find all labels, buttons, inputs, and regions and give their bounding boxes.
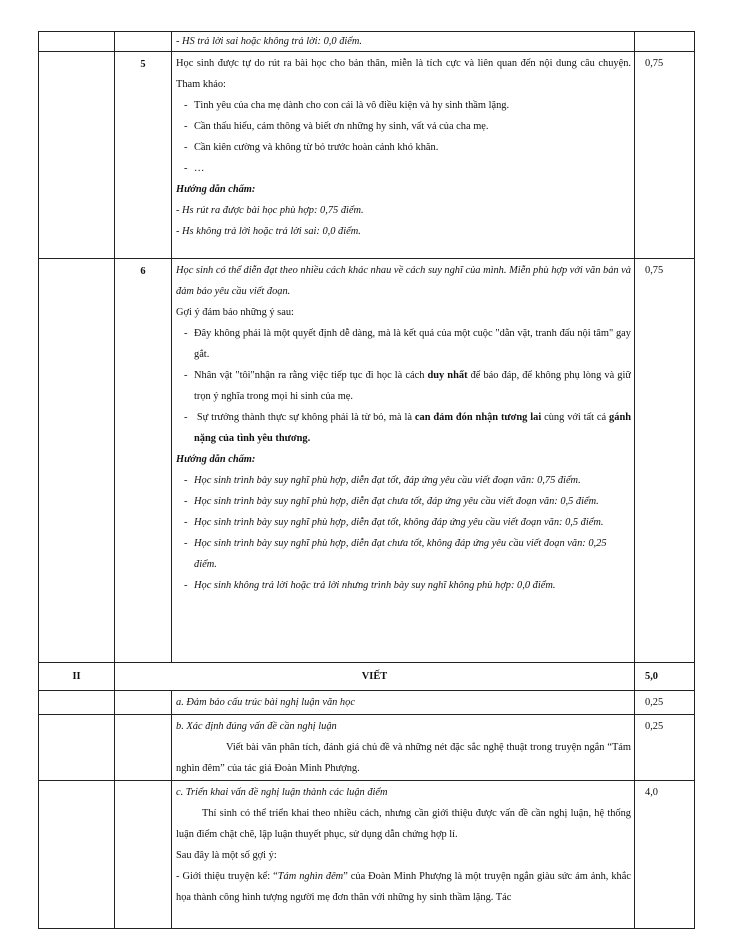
list-item: - Đây không phải là một quyết định dễ dàng, mà là kết quả của một cuộc "dằn vặt, tranh đấu nội tâm" gay gắt. (184, 328, 631, 360)
criterion-paragraph: Thí sinh có thể triển khai theo nhiều cách, nhưng cần giới thiệu được vấn đề cần nghị luận, hệ thống luận điểm chặt chẽ, lập luận thuyết phục, sử dụng dẫn chứng hợp lí. (176, 808, 631, 840)
list-item: - Học sinh trình bày suy nghĩ phù hợp, diễn đạt chưa tốt, đáp ứng yêu cầu viết đoạn văn: 0,5 điểm. (184, 496, 599, 507)
section-title: VIẾT (115, 663, 635, 691)
list-item: - Học sinh không trả lời hoặc trả lời nhưng trình bày suy nghĩ không phù hợp: 0,0 điểm. (184, 580, 556, 591)
section-cell (39, 715, 115, 781)
guide-title: Hướng dẫn chấm: (176, 184, 256, 195)
section-cell (39, 259, 115, 663)
question-score: 0,75 (635, 259, 695, 663)
question-number-cell (115, 715, 172, 781)
question-score: 0,75 (635, 52, 695, 259)
table-row-part-c (39, 781, 695, 929)
criterion-score: 0,25 (635, 715, 695, 781)
criterion-paragraph: - Giới thiệu truyện kể: “Tám nghìn đêm” của Đoàn Minh Phượng là một truyện ngắn giàu sức ám ảnh, khắc họa thành công hình tượng người mẹ đơn thân với những hy sinh thầm lặng. Tác (176, 871, 631, 903)
criterion-text: b. Xác định đúng vấn đề cần nghị luận (176, 721, 337, 732)
content-cell (172, 691, 635, 715)
content-cell (172, 32, 635, 52)
criterion-score: 4,0 (635, 781, 695, 929)
list-item: - Cần thấu hiểu, cảm thông và biết ơn những hy sinh, vất vả của cha mẹ. (184, 121, 489, 132)
table-row-section-2 (39, 663, 695, 691)
answer-content (172, 259, 635, 663)
table-row-question-5 (39, 52, 695, 259)
table-row-question-6 (39, 259, 695, 663)
table-row-part-a (39, 691, 695, 715)
question-number-cell (115, 32, 172, 52)
criterion-paragraph: Viết bài văn phân tích, đánh giá chủ đề và những nét đặc sắc nghệ thuật trong truyện ngắn “Tám nghìn đêm” của tác giả Đoàn Minh Phượng. (176, 742, 631, 774)
score-cell (635, 32, 695, 52)
answer-intro: Học sinh có thể diễn đạt theo nhiều cách khác nhau về cách suy nghĩ của mình. Miễn phù hợp với văn bản và đảm bảo yêu cầu viết đoạn. (176, 265, 631, 297)
list-item: - Học sinh trình bày suy nghĩ phù hợp, diễn đạt tốt, không đáp ứng yêu cầu viết đoạn văn: 0,5 điểm. (184, 517, 604, 528)
table-row (39, 32, 695, 52)
criterion-text: a. Đảm bảo cấu trúc bài nghị luận văn học (176, 697, 355, 708)
content-cell (172, 781, 635, 929)
guide-title: Hướng dẫn chấm: (176, 454, 256, 465)
table-row-part-b (39, 715, 695, 781)
criterion-score: 0,25 (635, 691, 695, 715)
list-item: - … (184, 163, 205, 174)
answer-intro: Học sinh được tự do rút ra bài học cho bản thân, miễn là tích cực và liên quan đến nội dung câu chuyện. Tham khảo: (176, 58, 631, 90)
content-cell (172, 715, 635, 781)
list-item: - Học sinh trình bày suy nghĩ phù hợp, diễn đạt tốt, đáp ứng yêu cầu viết đoạn văn: 0,75 điểm. (184, 475, 581, 486)
question-number: 6 (115, 259, 172, 663)
answer-content (172, 52, 635, 259)
section-cell (39, 781, 115, 929)
grading-table (38, 31, 695, 929)
section-cell (39, 32, 115, 52)
question-number-cell (115, 781, 172, 929)
section-number: II (39, 663, 115, 691)
list-item: - Tình yêu của cha mẹ dành cho con cái là vô điều kiện và hy sinh thầm lặng. (184, 100, 510, 111)
question-number: 5 (115, 52, 172, 259)
criterion-paragraph: Sau đây là một số gợi ý: (176, 850, 277, 861)
hint-title: Gợi ý đảm bảo những ý sau: (176, 307, 294, 318)
criterion-text: c. Triển khai vấn đề nghị luận thành các luận điểm (176, 787, 388, 798)
section-cell (39, 52, 115, 259)
list-item: - Học sinh trình bày suy nghĩ phù hợp, diễn đạt chưa tốt, không đáp ứng yêu cầu viết đoạn văn: 0,25 điểm. (184, 538, 607, 570)
guide-line: - Hs không trả lời hoặc trả lời sai: 0,0 điểm. (176, 226, 361, 237)
grading-note: - HS trả lời sai hoặc không trả lời: 0,0 điểm. (176, 36, 362, 47)
section-cell (39, 691, 115, 715)
guide-line: - Hs rút ra được bài học phù hợp: 0,75 điểm. (176, 205, 364, 216)
question-number-cell (115, 691, 172, 715)
list-item: - Sự trưởng thành thực sự không phải là từ bỏ, mà là can đảm đón nhận tương lai cùng với tất cả gánh nặng của tình yêu thương. (184, 412, 631, 444)
list-item: - Nhân vật "tôi"nhận ra rằng việc tiếp tục đi học là cách duy nhất để báo đáp, để không phụ lòng và giữ trọn ý nghĩa trong mọi hi sinh của mẹ. (184, 370, 631, 402)
section-score: 5,0 (635, 663, 695, 691)
list-item: - Cần kiên cường và không từ bỏ trước hoàn cảnh khó khăn. (184, 142, 439, 153)
